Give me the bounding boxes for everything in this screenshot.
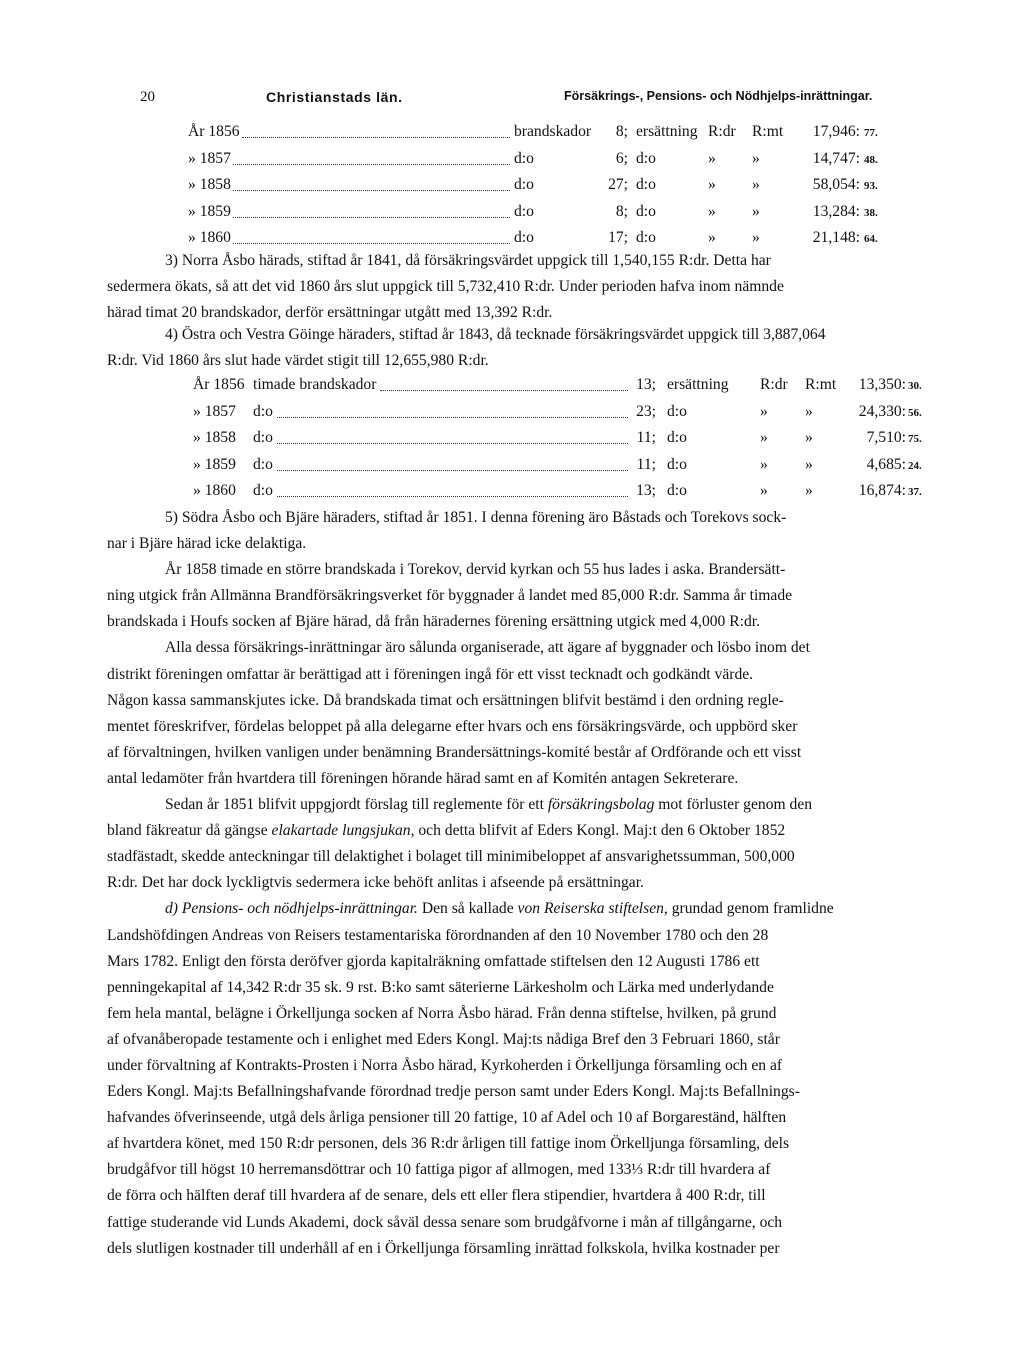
- text-line: hafvandes öfverinseende, utgå dels årliga pensioner till 20 fattige, 10 af Adel och 10 af Borgareständ, hälften: [107, 1109, 787, 1127]
- damage-type: d:o: [514, 176, 534, 193]
- text-line: 3) Norra Åsbo härads, stiftad år 1841, då försäkringsvärdet uppgick till 1,540,155 R:dr. Detta har: [165, 252, 771, 269]
- damage-type: d:o: [253, 455, 273, 473]
- currency-unit-mt: R:mt: [805, 376, 837, 393]
- compensation-value: 58,054:: [812, 176, 860, 193]
- currency-unit-mt: »: [752, 176, 760, 193]
- ore-value: 24.: [908, 459, 922, 472]
- text-line: R:dr. Det har dock lyckligtvis sedermera icke behöft anlitas i afseende på ersättningar.: [107, 874, 644, 892]
- year-label: » 1857: [188, 149, 231, 167]
- text-line: R:dr. Vid 1860 års slut hade värdet stigit till 12,655,980 R:dr.: [107, 352, 489, 370]
- text-line: fattige studerande vid Lunds Akademi, dock såväl dessa senare som brudgåfvorne i mån af tillgångarne, och: [107, 1213, 783, 1231]
- currency-unit-mt: »: [805, 455, 813, 473]
- text-line: Mars 1782. Enligt den första deröfver gjorda kapitalräkning omfattade stiftelsen den 12 Augusti 1786 ett: [107, 952, 760, 970]
- ore-value: 30.: [908, 380, 922, 392]
- ore-value: 64.: [864, 233, 878, 245]
- ore-value: 93.: [864, 180, 878, 192]
- compensation-value: 17,946:: [812, 123, 860, 140]
- currency-unit: »: [708, 202, 716, 220]
- ore-value: 56.: [908, 406, 922, 419]
- currency-unit-mt: R:mt: [752, 123, 784, 140]
- currency-unit: »: [708, 149, 716, 167]
- compensation-label: ersättning: [667, 376, 729, 393]
- year-label: » 1859: [188, 202, 231, 220]
- text-line: fem hela mantal, belägne i Örkelljunga socken af Norra Åsbo härad. Från denna stiftelse, hvilken, på grund: [107, 1004, 777, 1022]
- dot-leader: [277, 403, 628, 418]
- running-title-left: Christianstads län.: [266, 89, 403, 105]
- currency-unit-mt: »: [752, 229, 760, 246]
- compensation-value: 7,510:: [866, 429, 906, 446]
- text-line: dels slutligen kostnader till underhåll af en i Örkelljunga församling inrättad folkskola, hvilka kostnader per: [107, 1239, 780, 1257]
- currency-unit: R:dr: [708, 123, 736, 140]
- table-row: [0, 482, 1024, 504]
- ore-value: 77.: [864, 127, 878, 139]
- compensation-value: 4,685:: [866, 455, 906, 473]
- table-row: [0, 403, 1024, 425]
- compensation-value: 14,747:: [812, 149, 860, 167]
- compensation-label: d:o: [667, 402, 687, 420]
- damage-type: d:o: [514, 202, 534, 220]
- year-label: » 1857: [193, 402, 236, 420]
- currency-unit-mt: »: [805, 429, 813, 446]
- damage-count: 6;: [615, 149, 628, 167]
- text-line: brandskada i Houfs socken af Bjäre härad, då från häradernes förening ersättning utgick med 4,000 R:dr.: [107, 613, 760, 631]
- body-text: [107, 505, 1024, 1262]
- dot-leader: [277, 456, 628, 471]
- damage-type: d:o: [514, 229, 534, 246]
- currency-unit: »: [760, 429, 768, 446]
- text-line: stadfästadt, skedde anteckningar till delaktighet i bolaget till minimibeloppet af ansvarighetssumman, 500,000: [107, 848, 795, 866]
- text-line: af ofvanåberopade testamente och i enlighet med Eders Kongl. Maj:ts nådiga Bref den 3 Februari 1860, står: [107, 1030, 780, 1048]
- damage-count: 11;: [636, 429, 656, 446]
- dot-leader: [277, 429, 628, 444]
- dot-leader: [242, 123, 510, 138]
- text-line: nar i Bjäre härad icke delaktiga.: [107, 535, 307, 553]
- year-label: » 1859: [193, 455, 236, 473]
- dot-leader: [277, 482, 628, 497]
- currency-unit: »: [760, 455, 768, 473]
- dot-leader: [233, 203, 510, 218]
- damage-count: 13;: [636, 376, 656, 393]
- compensation-label: ersättning: [636, 123, 698, 140]
- text-line: 5) Södra Åsbo och Bjäre häraders, stiftad år 1851. I denna förening äro Båstads och Torekovs sock-: [165, 509, 787, 526]
- damage-type: d:o: [253, 429, 273, 446]
- damage-count: 11;: [636, 455, 656, 473]
- text-line: Sedan år 1851 blifvit uppgjordt förslag till reglemente för ett försäkringsbolag mot förluster genom den: [165, 796, 813, 814]
- compensation-label: d:o: [667, 429, 687, 446]
- text-line: penningekapital af 14,342 R:dr 35 sk. 9 rst. B:ko samt säterierne Lärkesholm och Lärka med underlydande: [107, 978, 774, 996]
- compensation-value: 24,330:: [858, 402, 906, 420]
- compensation-label: d:o: [667, 455, 687, 473]
- text-line: brudgåfvor till högst 10 herremansdöttrar och 10 fattiga pigor af allmogen, med 133⅓ R:dr till hvardera af: [107, 1161, 771, 1179]
- text-line: af hvartdera könet, med 150 R:dr personen, dels 36 R:dr årligen till fattige inom Örkelljunga församling, dels: [107, 1135, 790, 1153]
- currency-unit-mt: »: [752, 149, 760, 167]
- text-line: År 1858 timade en större brandskada i Torekov, dervid kyrkan och 55 hus lades i aska. Brandersätt-: [165, 561, 786, 579]
- currency-unit-mt: »: [805, 402, 813, 420]
- year-label: » 1858: [193, 429, 236, 446]
- table-row: [0, 150, 1024, 172]
- ore-value: 37.: [908, 486, 922, 498]
- text-line: antal ledamöter från hvartdera till föreningen hörande härad samt en af Komitén antagen Sekreterare.: [107, 769, 739, 787]
- paragraph-norra-asbo: [107, 248, 1024, 326]
- text-line: de förra och hälften deraf till hvardera af de senare, dels ett eller flera stipendier, hvartdera å 400 R:dr, till: [107, 1187, 766, 1205]
- year-label: » 1860: [193, 482, 236, 499]
- text-line: 4) Östra och Vestra Göinge häraders, stiftad år 1843, då tecknade försäkringsvärdet uppgick till 3,887,064: [165, 326, 826, 343]
- dot-leader: [380, 376, 628, 391]
- compensation-value: 16,874:: [858, 482, 906, 499]
- year-label: År 1856: [188, 123, 240, 140]
- year-label: » 1860: [188, 229, 231, 246]
- text-line: ning utgick från Allmänna Brandförsäkringsverket för byggnader å landet med 85,000 R:dr. Samma år timade: [107, 587, 793, 605]
- damage-type: d:o: [253, 482, 273, 499]
- text-line: härad timat 20 brandskador, derför ersättningar utgått med 13,392 R:dr.: [107, 304, 553, 322]
- paragraph-goinge: [107, 322, 1024, 374]
- compensation-value: 13,350:: [858, 376, 906, 393]
- page-header: [0, 89, 1024, 111]
- table-row: [0, 176, 1024, 198]
- currency-unit-mt: »: [752, 202, 760, 220]
- currency-unit: R:dr: [760, 376, 788, 393]
- currency-unit: »: [708, 176, 716, 193]
- damage-count: 8;: [615, 202, 628, 220]
- damage-count: 17;: [608, 229, 628, 246]
- text-line: under förvaltning af Kontrakts-Prosten i Norra Åsbo härad, Kyrkoherden i Örkelljunga församling och en af: [107, 1056, 783, 1074]
- currency-unit: »: [760, 402, 768, 420]
- text-line: distrikt föreningen omfattar är berättigad att i föreningen ingå för ett visst tecknadt och godkändt värde.: [107, 665, 754, 683]
- running-title-right: Försäkrings-, Pensions- och Nödhjelps-inrättningar.: [564, 89, 873, 103]
- compensation-label: d:o: [636, 176, 656, 193]
- damage-count: 8;: [615, 123, 628, 140]
- damage-count: 13;: [636, 482, 656, 499]
- table-row: [0, 203, 1024, 225]
- currency-unit: »: [760, 482, 768, 499]
- table-row: [0, 123, 1024, 145]
- ore-value: 48.: [864, 153, 878, 166]
- damage-type: d:o: [253, 402, 273, 420]
- compensation-label: d:o: [667, 482, 687, 499]
- currency-unit: »: [708, 229, 716, 246]
- ore-value: 38.: [864, 206, 878, 219]
- damage-type: d:o: [514, 149, 534, 167]
- text-line: Eders Kongl. Maj:ts Befallningshafvande förordnad tredje person samt under Eders Kongl. Maj:ts Befallnings-: [107, 1083, 800, 1101]
- compensation-value: 21,148:: [812, 229, 860, 246]
- text-line: mentet föreskrifver, fördelas beloppet på alla delegarne efter hvars och ens försäkringsvärde, och uppbörd sker: [107, 717, 798, 735]
- ore-value: 75.: [908, 433, 922, 445]
- text-line: Någon kassa sammanskjutes icke. Då brandskada timat och ersättningen blifvit bestämd i den ordning regle-: [107, 691, 784, 709]
- page-number: 20: [140, 89, 155, 105]
- text-line: d) Pensions- och nödhjelps-inrättningar. Den så kallade von Reiserska stiftelsen, grundad genom framlidne: [165, 900, 834, 918]
- table-row: [0, 376, 1024, 398]
- year-label: » 1858: [188, 176, 231, 193]
- dot-leader: [233, 229, 510, 244]
- damage-type: timade brandskador: [253, 376, 377, 393]
- damage-count: 27;: [608, 176, 628, 193]
- dot-leader: [233, 176, 510, 191]
- compensation-label: d:o: [636, 229, 656, 246]
- compensation-value: 13,284:: [812, 202, 860, 220]
- damage-type: brandskador: [514, 123, 592, 140]
- text-line: bland fäkreatur då gängse elakartade lungsjukan, och detta blifvit af Eders Kongl. Maj:t den 6 Oktober 1852: [107, 822, 786, 840]
- text-line: Landshöfdingen Andreas von Reisers testamentariska förordnanden af den 10 November 1780 och den 28: [107, 926, 769, 944]
- table-row: [0, 456, 1024, 478]
- currency-unit-mt: »: [805, 482, 813, 499]
- text-line: af förvaltningen, hvilken vanligen under benämning Brandersättnings-komité består af Ordförande och ett visst: [107, 743, 802, 761]
- table-row: [0, 429, 1024, 451]
- damage-count: 23;: [636, 402, 656, 420]
- text-line: sedermera ökats, så att det vid 1860 års slut uppgick till 5,732,410 R:dr. Under perioden hafva inom nämnde: [107, 278, 784, 296]
- compensation-label: d:o: [636, 202, 656, 220]
- year-label: År 1856: [193, 376, 245, 393]
- text-line: Alla dessa försäkrings-inrättningar äro sålunda organiserade, att ägare af byggnader och lösbo inom det: [165, 639, 810, 657]
- dot-leader: [233, 150, 510, 165]
- compensation-label: d:o: [636, 149, 656, 167]
